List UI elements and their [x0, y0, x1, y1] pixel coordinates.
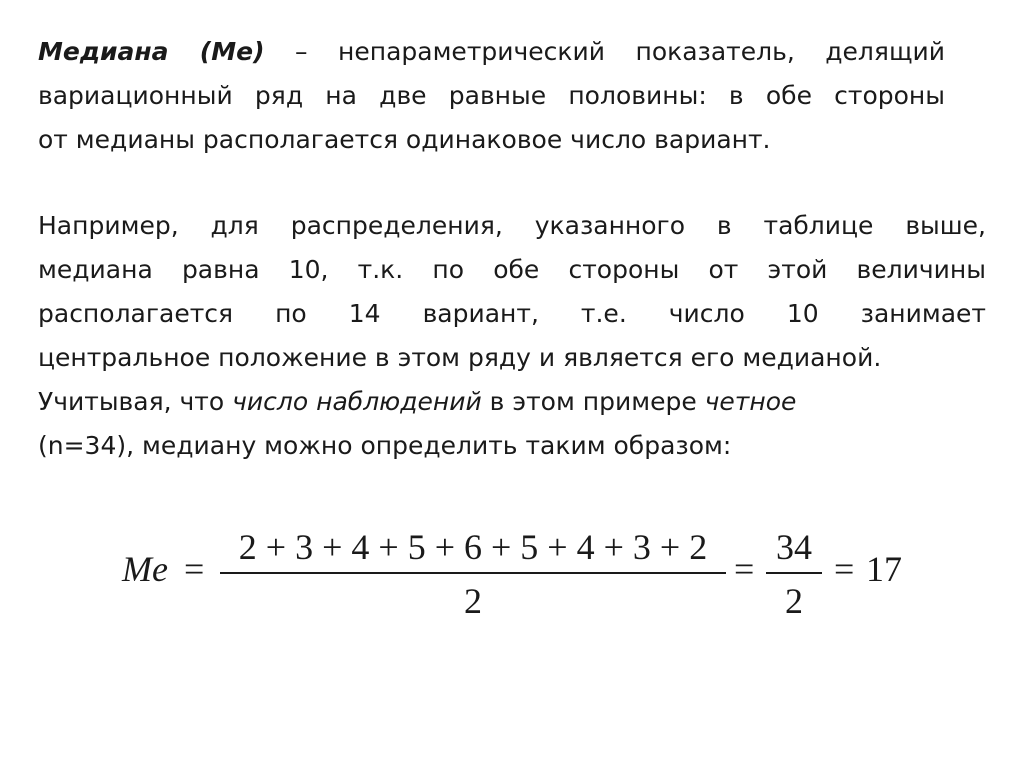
example-line-1: Например, для распределения, указанного в таблице выше,: [38, 211, 986, 240]
example-line-2: медиана равна 10, т.к. по обе стороны от этой величины: [38, 255, 986, 284]
fraction2-numerator: 34: [776, 527, 812, 567]
fraction2-bar: [766, 572, 822, 574]
formula-equals-2: =: [734, 549, 755, 589]
definition-line-2: вариационный ряд на две равные половины: в обе стороны: [38, 81, 945, 110]
definition-line-1: [38, 30, 945, 74]
observations-count-term: число наблюдений: [232, 387, 482, 416]
example-line-5: [38, 380, 986, 424]
example-line-6: (n=34), медиану можно определить таким образом:: [38, 431, 732, 460]
formula-result: 17: [866, 549, 902, 589]
formula-lhs: Me: [122, 549, 168, 589]
example-line-4: центральное положение в этом ряду и является его медианой.: [38, 343, 882, 372]
formula-equals-1: =: [184, 549, 205, 589]
median-term: Медиана (Ме): [38, 37, 265, 66]
fraction2-denominator: 2: [785, 581, 803, 621]
fraction1-bar: [220, 572, 726, 574]
definition-paragraph: [38, 30, 945, 162]
even-term: четное: [704, 387, 797, 416]
example-line-5-a: Учитывая, что: [38, 387, 233, 416]
definition-text-1: – непараметрический показатель, делящий: [264, 37, 945, 66]
median-formula: [122, 518, 912, 628]
fraction1-numerator: 2 + 3 + 4 + 5 + 6 + 5 + 4 + 3 + 2: [238, 527, 708, 567]
definition-line-3: от медианы располагается одинаковое число вариант.: [38, 125, 771, 154]
example-paragraph: [38, 204, 986, 468]
example-line-5-c: в этом примере: [481, 387, 705, 416]
example-line-3: располагается по 14 вариант, т.е. число 10 занимает: [38, 299, 986, 328]
formula-equals-3: =: [834, 549, 855, 589]
fraction1-denominator: 2: [464, 581, 482, 621]
